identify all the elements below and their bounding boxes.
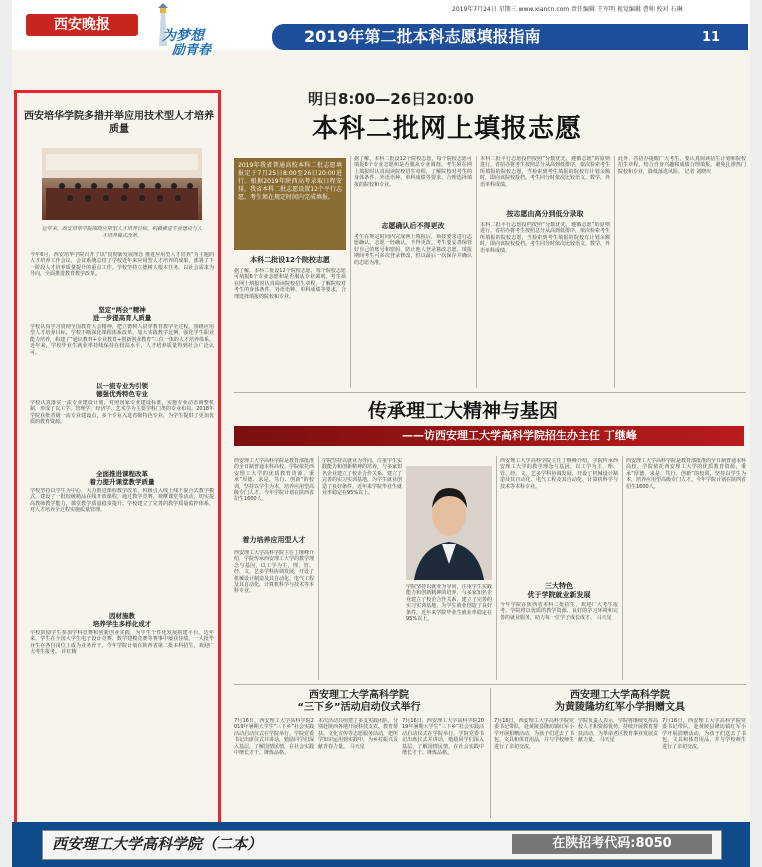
issue-meta: 2019年7月24日 星期三 www.xiancn.com 责任编辑 王军明 视觉编辑 曹帅 校对 石琳	[452, 6, 683, 13]
left-subhead-3: 全面推进课程改革 着力提升课堂教学质量	[89, 470, 155, 486]
main-paragraph-3: 本科二批平行志愿投档按照“分数优先，遵循志愿”的原则进行。省招办将考生按照总分从高到低排序，依次检索考生所填报的院校志愿，当检索到考生填报的院校有计划余额时，即向该院校投档。考生同分时依次比较语文、数学、外语单科成绩。	[480, 156, 610, 188]
left-paragraph-1: 学校认真学习贯彻全国教育大会精神，把立德树人贯穿教育教学全过程。围绕应用型人才培养目标，学校不断深化课程体系改革，加大实践教学比例，强化学生职业能力培养，构建了“通识教育+专业教育+创新创业教育”三位一体的人才培养体系。近年来，学校毕业生就业率持续保持在较高水平，人才培养质量得到社会广泛认可。	[30, 324, 214, 356]
interview-paragraph-5: 西安理工大学高科学院是教育部批准的全日制普通本科高校。学院依托西安理工大学的优质教育资源，秉承“厚德、求是、笃行、创新”的校训，坚持以学生为本，培养应用型高级专门人才。今年学院计划在陕西省招生1600人。	[626, 458, 746, 490]
advert-school-name: 西安理工大学高科学院（二本）	[52, 835, 263, 853]
slogan-line-1: 为梦想	[162, 28, 204, 44]
main-lead-box: 2019年我省普通高校本科二批志愿填报定于7月25日8:00至26日20:00进行。根据2019年陕西高考录取日程安排，我省本科二批志愿设置12个平行志愿，考生须在规定时间内完成填报。	[234, 158, 346, 250]
interview-paragraph-4a: 西安理工大学高科学院主任丁继峰介绍，学院传承西安理工大学的教学理念与基因，以工学为主，理、管、经、文、艺多学科协调发展，开设了机械设计制造及其自动化、电气工程及其自动化、计算机科学与技术等本科专业。	[500, 458, 618, 490]
main-paragraph-3b: 本科二批平行志愿投档按照“分数优先，遵循志愿”的原则进行。省招办将考生按照总分从高到低排序，依次检索考生所填报的院校志愿，当检索到考生填报的院校有计划余额时，即向该院校投档。考生同分时依次比较语文、数学、外语单科成绩。	[480, 222, 610, 254]
campus-photo	[42, 148, 202, 220]
feature-2-paragraph-3: 7月16日，西安理工大学高科学院党委书记带队，赴黄陵县隆坊镇红军小学开展捐赠活动，为孩子们送去了书包、文具和体育用品，并与学校师生进行了亲切交流。	[662, 718, 746, 750]
photo-caption: 近年来，西安培华学院围绕应用型人才培养目标，积极推进专业建设与人才培养模式改革。	[42, 226, 203, 239]
main-subhead-2: 志愿确认后不得更改	[381, 222, 445, 230]
feature-2-paragraph-2: 学院负责人表示，学院将继续发挥高校人才和资源优势，持续开展教育帮扶活动，为革命老区教育事业发展贡献力量。 马天星	[578, 718, 658, 744]
section-title: 2019年第二批本科志愿填报指南	[304, 27, 541, 46]
main-paragraph-2: 考生在规定时间内完成网上填报后，须按要求进行志愿确认。志愿一经确认，不得更改。考生要妥善保管好自己的账号和密码，防止他人登录篡改志愿。填报期间考生可多次登录修改，但以最后一次保存并确认的志愿为准。	[354, 234, 472, 266]
main-kicker: 明日8:00—26日20:00	[308, 90, 474, 108]
left-intro: 今年6月，西安培华学院召开了以“贯彻新发展理念 推进应用型人才培养”为主题的人才培养工作会议，会议系统总结了学校近年来应用型人才培养的成果，部署了下一阶段人才培养质量提升的重点工作。学校坚持立德树人根本任务，以社会需求为导向，全面推进教育教学改革。	[30, 252, 214, 278]
main-subhead-3: 按志愿由高分到低分录取	[506, 210, 584, 218]
main-subhead-1: 本科二批设12个院校志愿	[250, 256, 330, 264]
feature-1-paragraph-1: 7月16日，西安理工大学高科学院2019年暑期大学生“三下乡”社会实践活动启动仪式在学院举行。学院党委书记出席仪式并讲话，勉励同学们深入基层，了解国情民情，在社会实践中增长才干、锤炼品格。	[234, 718, 314, 757]
left-paragraph-2: 学校认真落实一流专业建设计划，对照国家专业建设标准，实施专业动态调整机制，形成了以工学、管理学、经济学、艺术学为主要学科门类的专业布局。2018年学院获批省级一流专业建设点，多个专业入选省级特色专业，为学生提供了更加优质的教育资源。	[30, 400, 214, 426]
main-paragraph-1: 据了解，本科二批设12个院校志愿，每个院校志愿可填报6个专业志愿和是否服从专业调剂。考生须在网上填报时认真阅读院校招生章程，了解院校对考生的身体条件、外语语种、单科成绩等要求，合理选择填报的院校和专业。	[234, 268, 346, 300]
feature-1-headline: 西安理工大学高科学院 “三下乡”活动启动仪式举行	[297, 690, 421, 713]
director-portrait	[406, 466, 492, 580]
feature-2-paragraph-1: 7月16日，西安理工大学高科学院党委书记带队，赴黄陵县隆坊镇红军小学开展捐赠活动，为孩子们送去了书包、文具和体育用品，并与学校师生进行了亲切交流。	[494, 718, 574, 750]
feature-2-headline: 西安理工大学高科学院 为黄陵隆坊红军小学捐赠文具	[555, 690, 685, 713]
left-paragraph-4: 学校鼓励学生参加学科竞赛和创新创业实践，为学生个性化发展搭建平台。近年来，学生在全国大学生电子设计竞赛、数学建模竞赛等赛事中屡获佳绩，一大批毕业生在各自岗位上成为业务骨干。今年学院计划在陕西省第二批本科招生，欢迎广大考生报考。 许红梅	[30, 630, 214, 656]
interview-paragraph-1: 西安理工大学高科学院是教育部批准的全日制普通本科高校。学院依托西安理工大学的优质教育资源，秉承“厚德、求是、笃行、创新”的校训，坚持以学生为本，培养应用型高级专门人才。今年学院计划在陕西省招生1600人。	[234, 458, 314, 503]
interview-paragraph-3b: 学院坚持以就业为导向，注重学生实践能力和创新精神的培养，与多家知名企业建立了校企合作关系，建立了完善的实习实训基地，为学生就业创造了良好条件。近年来学院毕业生就业率稳定在95%以上。	[406, 584, 492, 623]
interview-paragraph-3: 学院坚持以就业为导向，注重学生实践能力和创新精神的培养，与多家知名企业建立了校企合作关系，建立了完善的实习实训基地，为学生就业创造了良好条件。近年来学院毕业生就业率稳定在95%以上。	[322, 458, 402, 497]
newspaper-logo: 西安晚报	[26, 14, 138, 36]
main-paragraph-1b: 据了解，本科二批设12个院校志愿，每个院校志愿可填报6个专业志愿和是否服从专业调剂。考生须在网上填报时认真阅读院校招生章程，了解院校对考生的身体条件、外语语种、单科成绩等要求，合理选择填报的院校和专业。	[354, 156, 472, 188]
interview-subhead-2: 三大特色 优于学院就业新发展	[527, 582, 591, 599]
left-paragraph-3: 学校坚持以学生为中心，大力推进课程教学改革，积极引入线上线下混合式教学模式，建设了一批校级精品在线开放课程。通过教学竞赛、观摩课堂等活动，切实提高教师教学能力，课堂教学质量稳步提升。学校建立了完善的教学质量监控体系，对人才培养全过程实施质量管理。	[30, 488, 214, 514]
advert-admission-code: 在陕招考代码:8050	[512, 834, 712, 854]
interview-subhead-1: 着力培养应用型人才	[242, 536, 306, 544]
interview-paragraph-2: 西安理工大学高科学院主任丁继峰介绍，学院传承西安理工大学的教学理念与基因，以工学为主，理、管、经、文、艺多学科协调发展，开设了机械设计制造及其自动化、电气工程及其自动化、计算机科学与技术等本科专业。	[234, 550, 314, 595]
left-subhead-4: 因材施教 培养学生多样化成才	[92, 612, 152, 628]
interview-paragraph-4: 今年学院在陕西省本科二批招生，欢迎广大考生报考。学院将以优质的教学资源、良好的学习环境和完善的就业服务，助力每一位学子成长成才。 马天星	[500, 602, 618, 621]
interview-subline: ——访西安理工大学高科学院招生办主任 丁继峰	[402, 429, 637, 442]
main-paragraph-4: 此外，省招办提醒广大考生，要认真阅读招生计划和院校招生章程，结合自身兴趣和成绩合理填报，避免扎堆热门院校和专业，降低落选风险。 记者 刘晓庆	[618, 156, 746, 175]
feature-1-paragraph-2: 本次活动共组建了多支实践团队，分别赴陕西各地开展科技支农、教育帮扶、文化宣传等志愿服务活动，把所学知识运用到实践中，为乡村振兴贡献青春力量。 马天星	[318, 718, 398, 750]
left-subhead-1: 坚定“两会”精神 进一步提高育人质量	[92, 306, 152, 322]
main-headline: 本科二批网上填报志愿	[312, 114, 583, 144]
newspaper-page	[12, 0, 750, 867]
left-subhead-2: 以一流专业为引领 德强优秀特色专业	[96, 382, 148, 398]
interview-headline: 传承理工大精神与基因	[368, 400, 559, 422]
left-article-title: 西安培华学院多措并举应用技术型人才培养质量	[24, 111, 214, 135]
feature-1-paragraph-3: 7月16日，西安理工大学高科学院2019年暑期大学生“三下乡”社会实践活动启动仪式在学院举行。学院党委书记出席仪式并讲话，勉励同学们深入基层，了解国情民情，在社会实践中增长才干、锤炼品格。	[402, 718, 484, 757]
page-number: 11	[702, 30, 721, 45]
slogan-line-2: 励青春	[172, 43, 212, 58]
